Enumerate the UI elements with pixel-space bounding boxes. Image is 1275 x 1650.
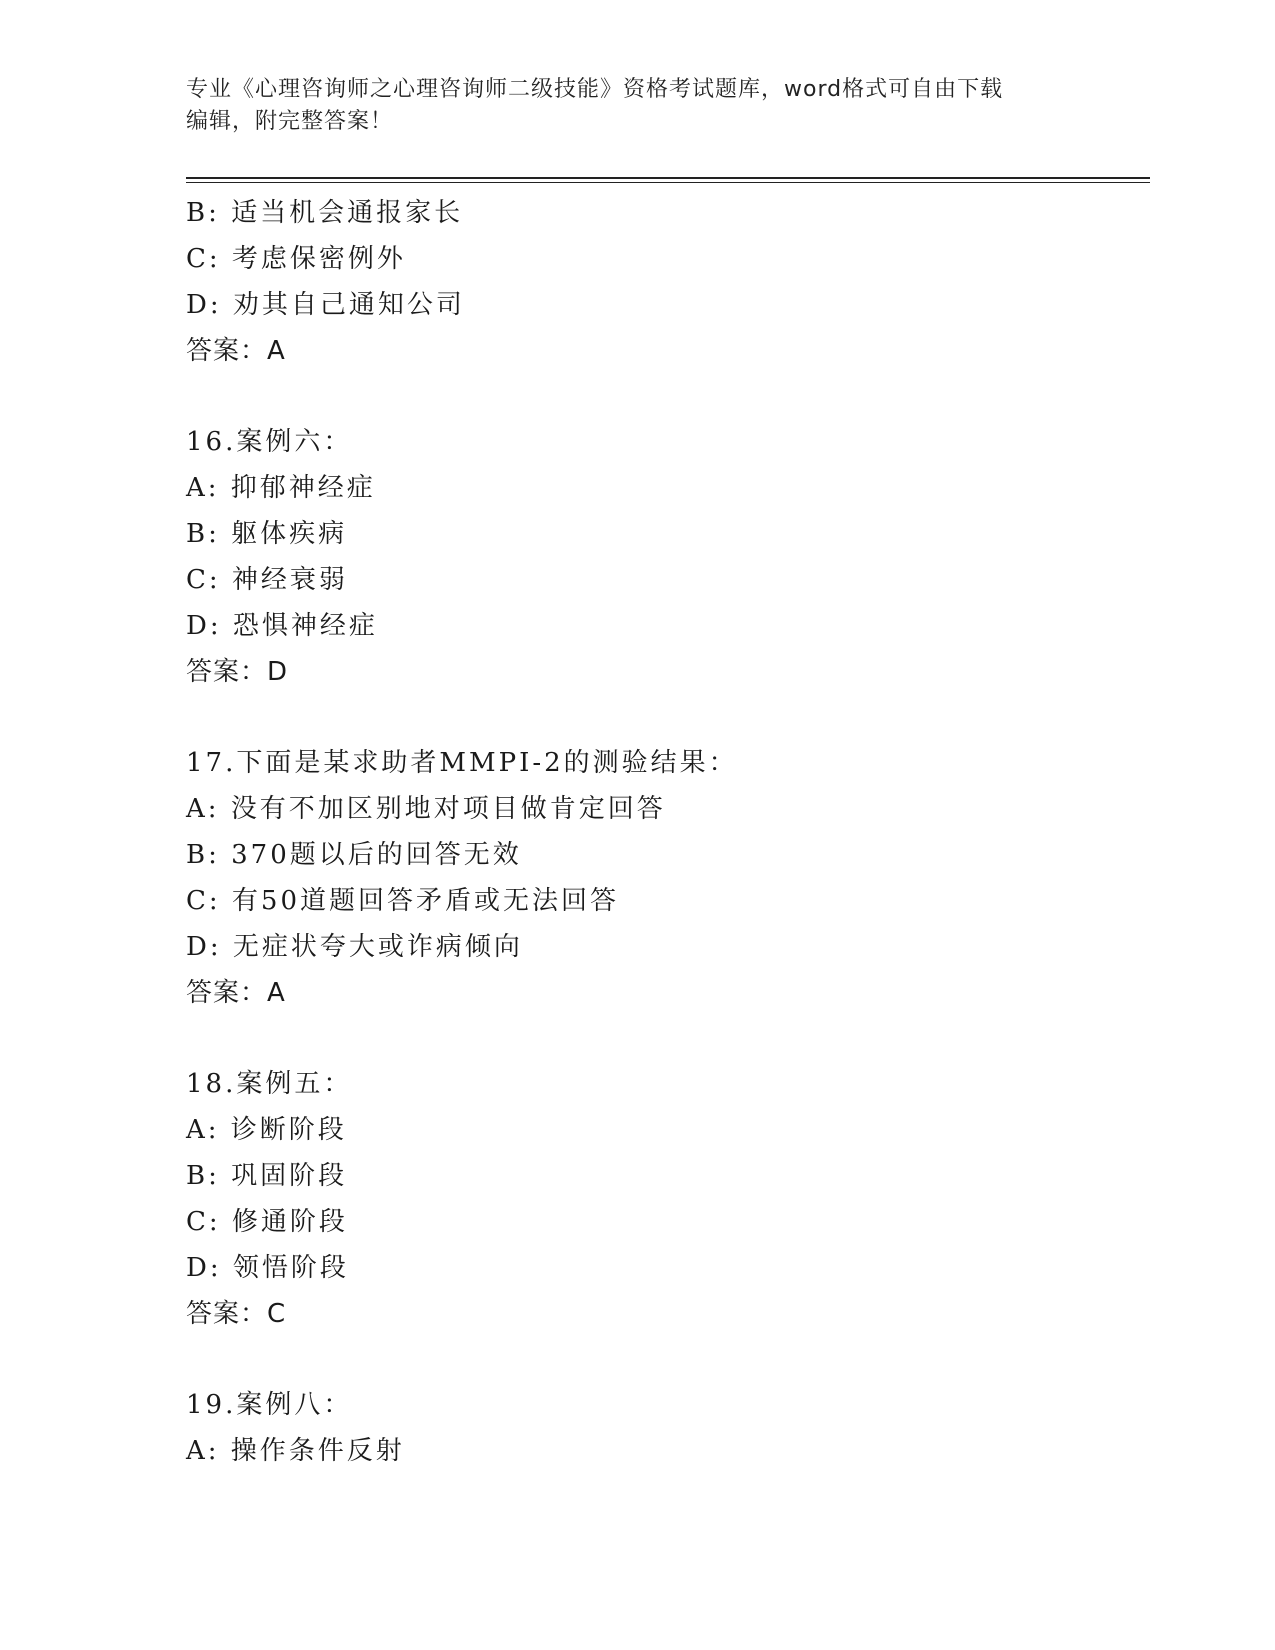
header-divider-thick [186,177,1150,179]
option-c: C: 神经衰弱 [186,565,348,595]
option-b: B: 巩固阶段 [186,1161,348,1191]
spacer [186,695,1150,740]
question-17 [186,740,1150,1016]
answer: 答案：A [186,336,286,366]
question-19 [186,1382,1150,1474]
option-c: C: 修通阶段 [186,1207,348,1237]
option-d: D: 劝其自己通知公司 [186,290,465,320]
question-stem: 18.案例五： [186,1069,353,1099]
option-c: C: 有50道题回答矛盾或无法回答 [186,886,620,916]
header-line-2: 编辑，附完整答案！ [186,109,394,134]
header-line-1: 专业《心理咨询师之心理咨询师二级技能》资格考试题库，word格式可自由下载 [186,77,1004,102]
spacer [186,374,1150,419]
question-list [186,190,1150,1474]
option-a: A: 诊断阶段 [186,1115,347,1145]
option-a: A: 操作条件反射 [186,1436,405,1466]
answer: 答案：A [186,978,286,1008]
document-header [186,74,1086,138]
question-stem: 16.案例六： [186,427,353,457]
question-stem: 19.案例八： [186,1390,353,1420]
spacer [186,1337,1150,1382]
option-c: C: 考虑保密例外 [186,244,406,274]
option-b: B: 躯体疾病 [186,519,348,549]
answer: 答案：D [186,657,289,687]
header-divider-thin [186,182,1150,183]
question-16 [186,419,1150,695]
option-a: A: 没有不加区别地对项目做肯定回答 [186,794,666,824]
option-a: A: 抑郁神经症 [186,473,376,503]
option-b: B: 370题以后的回答无效 [186,840,522,870]
question-stem: 17.下面是某求助者MMPI-2的测验结果： [186,748,738,778]
option-d: D: 无症状夸大或诈病倾向 [186,932,523,962]
spacer [186,1016,1150,1061]
option-d: D: 领悟阶段 [186,1253,349,1283]
option-b: B: 适当机会通报家长 [186,198,464,228]
option-d: D: 恐惧神经症 [186,611,378,641]
question-15 [186,190,1150,374]
question-18 [186,1061,1150,1337]
answer: 答案：C [186,1299,287,1329]
